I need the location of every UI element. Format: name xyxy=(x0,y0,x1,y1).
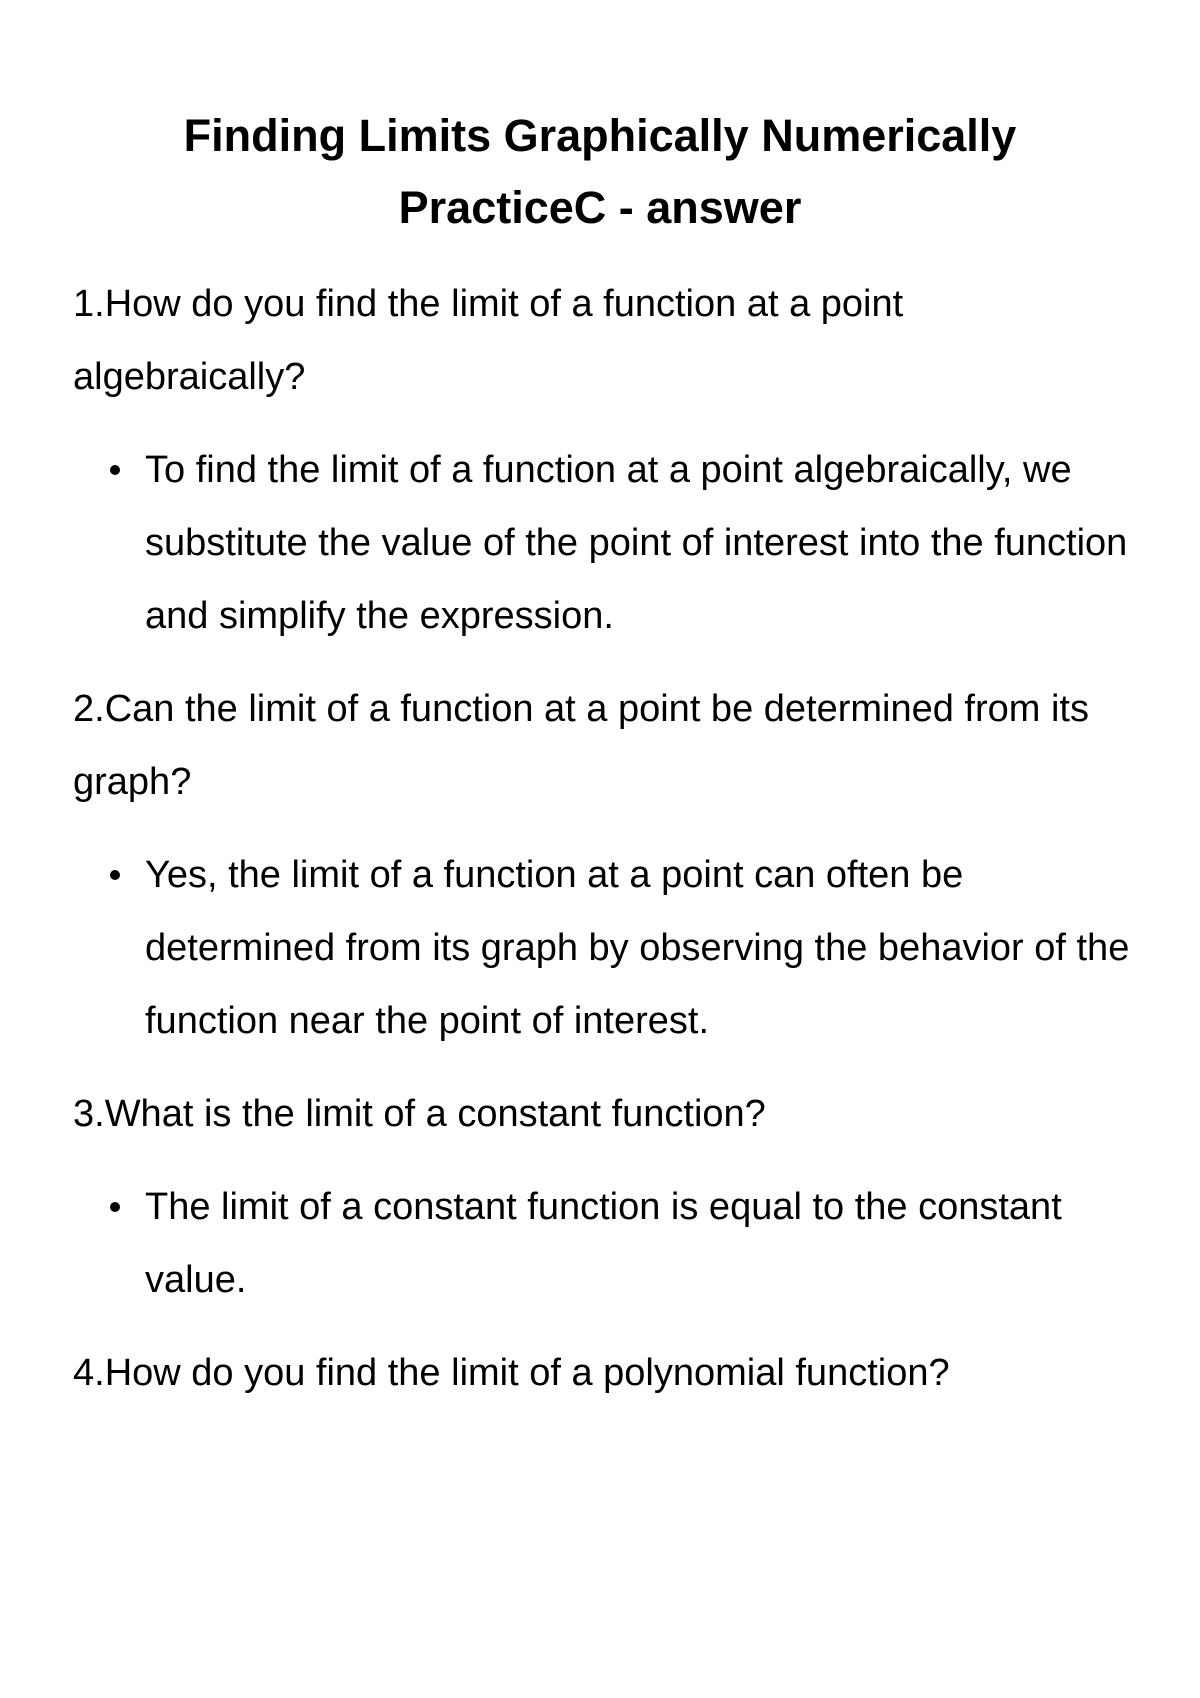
question-4: 4.How do you find the limit of a polynomial function? xyxy=(73,1352,950,1394)
qa-item-2 xyxy=(73,673,1143,1058)
qa-item-1 xyxy=(73,268,1143,653)
answer-3-text: The limit of a constant function is equal to the constant value. xyxy=(145,1186,1062,1301)
bullet-icon xyxy=(110,870,120,880)
bullet-icon xyxy=(110,465,120,475)
bullet-icon xyxy=(110,1202,120,1212)
answer-2 xyxy=(73,839,1143,1058)
question-1: 1.How do you find the limit of a function at a point algebraically? xyxy=(73,283,904,398)
answer-1 xyxy=(73,434,1143,653)
page-title: Finding Limits Graphically Numerically PracticeC - answer xyxy=(183,110,1017,233)
question-2: 2.Can the limit of a function at a point be determined from its graph? xyxy=(73,688,1089,803)
answer-1-text: To find the limit of a function at a point algebraically, we substitute the value of the point of interest into the function and simplify the expression. xyxy=(145,449,1128,637)
qa-item-4 xyxy=(73,1337,1143,1410)
question-3: 3.What is the limit of a constant function? xyxy=(73,1093,766,1135)
qa-item-3 xyxy=(73,1078,1143,1317)
answer-3 xyxy=(73,1171,1143,1317)
qa-list xyxy=(73,268,1143,1430)
answer-2-text: Yes, the limit of a function at a point can often be determined from its graph by observing the behavior of the function near the point of interest. xyxy=(145,854,1130,1042)
